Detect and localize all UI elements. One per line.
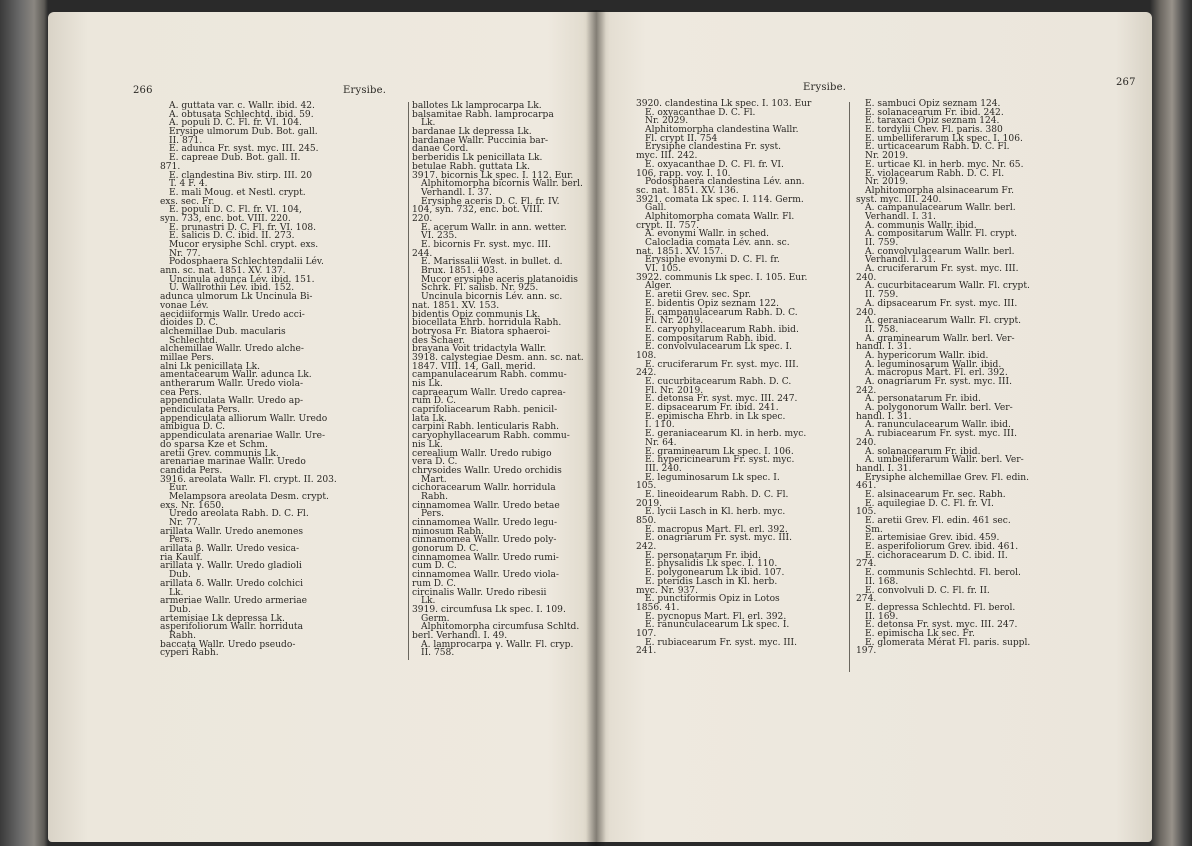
text-line: brayana Voit tridactyla Wallr. [412, 344, 547, 355]
text-line: Podosphaera clandestina Lév. ann. [645, 177, 805, 188]
text-line: II. 871. [169, 135, 203, 146]
text-line: A. personatarum Fr. ibid. [865, 394, 981, 405]
text-line: E. compositarum Rabh. ibid. [645, 333, 777, 344]
text-line: A. solanacearum Fr. ibid. [865, 446, 981, 457]
text-line: A. obtusata Schlechtd. ibid. 59. [169, 109, 314, 120]
text-line: cerealium Wallr. Uredo rubigo [412, 448, 552, 459]
text-line: Schlechtd. [169, 335, 218, 346]
text-line: arillata δ. Wallr. Uredo colchici [160, 578, 303, 589]
text-line: Dub. [169, 570, 191, 581]
text-line: 3920. clandestina Lk spec. I. 103. Eur [636, 99, 812, 109]
text-line: Verhandl. I. 31. [865, 211, 936, 222]
text-line: A. cruciferarum Fr. syst. myc. III. [865, 264, 1019, 275]
text-line: myc. Nr. 937. [636, 585, 698, 596]
text-line: 106, rapp. voy. I. 10. [636, 168, 731, 179]
text-line: E. capreae Dub. Bot. gall. II. [169, 153, 301, 164]
text-line: alni Lk penicillata Lk. [160, 361, 261, 372]
text-line: botryosa Fr. Biatora sphaeroi- [412, 326, 551, 337]
text-line: Eur. [169, 483, 188, 494]
text-line: ria Kaulf. [160, 552, 203, 563]
text-line: E. solanacearum Fr. ibid. 242. [865, 107, 1004, 118]
text-line: Rabh. [421, 491, 449, 502]
text-line: betulae Rabh. guttata Lk. [412, 161, 531, 172]
text-line: Fl. Nr. 2019. [645, 385, 704, 396]
text-line: Fl. Nr. 2019. [645, 316, 704, 327]
text-line: E. acerum Wallr. in ann. wetter. [421, 222, 567, 233]
text-line: arillata Wallr. Uredo anemones [160, 526, 304, 537]
text-line: E. Marissalii West. in bullet. d. [421, 257, 563, 268]
text-line: 197. [856, 646, 877, 657]
text-line: artemisiae Lk depressa Lk. [160, 613, 285, 624]
text-line: Rabh. [169, 630, 197, 641]
text-line: cea Pers. [160, 387, 202, 398]
text-line: Dub. [169, 604, 191, 615]
text-line: 2019. [636, 498, 663, 509]
text-line: A. lamprocarpa γ. Wallr. Fl. cryp. [421, 639, 574, 650]
text-line: 850. [636, 516, 657, 526]
text-line: Nr. 2019. [865, 177, 909, 188]
running-head: Erysibe. [803, 82, 847, 93]
text-line: 274. [856, 559, 877, 570]
text-line: E. aretii Grev. sec. Spr. [645, 290, 751, 301]
text-line: Erysiphe evonymi D. C. Fl. fr. [645, 255, 780, 266]
text-line: Gall. [645, 203, 667, 214]
text-line: E. bidentis Opiz seznam 122. [645, 298, 780, 309]
text-line: cum D. C. [412, 561, 457, 572]
text-line: bardanae Lk depressa Lk. [412, 127, 532, 138]
text-line: Nr. 77. [169, 248, 201, 259]
text-line: E. punctiformis Opiz in Lotos [645, 594, 780, 605]
text-line: E. convolvuli D. C. Fl. fr. II. [865, 585, 990, 596]
text-line: berl. Verhandl. I. 49. [412, 630, 508, 641]
text-line: E. graminearum Lk spec. I. 106. [645, 446, 794, 457]
text-line: Schrk. Fl. salisb. Nr. 925. [421, 283, 539, 294]
text-line: A. umbelliferarum Wallr. berl. Ver- [865, 455, 1024, 466]
text-line: 244. [412, 248, 433, 259]
text-line: handl. I. 31. [856, 342, 912, 353]
text-line: 242. [636, 368, 657, 379]
text-line: syst. myc. III. 240. [856, 194, 942, 205]
book-gutter [586, 10, 606, 846]
text-line: Lk. [421, 596, 436, 607]
running-head: Erysibe. [343, 85, 387, 96]
text-line: baccata Wallr. Uredo pseudo- [160, 639, 296, 650]
text-line: millae Pers. [160, 352, 215, 363]
left-page [48, 12, 598, 842]
text-line: appendiculata alliorum Wallr. Uredo [160, 413, 328, 424]
text-line: III. 240. [645, 463, 682, 474]
text-line: Alphitomorpha comata Wallr. Fl. [645, 211, 795, 222]
text-line: balsamitae Rabh. lamprocarpa [412, 109, 554, 120]
text-line: 242. [856, 385, 877, 396]
text-line: cichoracearum Wallr. horridula [412, 483, 556, 494]
text-line: Erysiphe clandestina Fr. syst. [645, 142, 781, 153]
text-line: E. oxyacanthae D. C. Fl. [645, 107, 756, 118]
text-line: E. ranunculacearum Lk spec. I. [645, 620, 790, 631]
text-line: Nr. 2029. [645, 116, 689, 127]
text-line: E. artemisiae Grev. ibid. 459. [865, 533, 1000, 544]
text-line: berberidis Lk penicillata Lk. [412, 153, 543, 164]
text-line: sc. nat. 1851. XV. 136. [636, 185, 739, 196]
text-line: E. hypericinearum Fr. syst. myc. [645, 455, 795, 466]
text-line: Alger. [645, 281, 672, 292]
text-line: Mart. [421, 474, 447, 485]
text-line: E. urticacearum Rabh. D. C. Fl. [865, 142, 1010, 153]
text-line: 3918. calystegiae Desm. ann. sc. nat. [412, 352, 584, 363]
text-line: nat. 1851. XV. 153. [412, 300, 500, 311]
text-line: E. umbelliferarum Lk spec. I. 106. [865, 133, 1023, 144]
text-line: 3916. areolata Wallr. Fl. crypt. II. 203. [160, 474, 337, 485]
text-line: E. salicis D. C. ibid. II. 273. [169, 231, 295, 242]
text-line: E. tordylii Chev. Fl. paris. 380 [865, 125, 1003, 136]
text-line: 871. [160, 161, 181, 172]
text-line: A. macropus Mart. Fl. erl. 392. [865, 368, 1008, 379]
text-line: appendiculata arenariae Wallr. Ure- [160, 431, 326, 442]
text-line: biocellata Ehrb. horridula Rabh. [412, 318, 562, 329]
text-line: I. 110. [645, 420, 675, 431]
text-line: E. depressa Schlechtd. Fl. berol. [865, 602, 1016, 613]
text-line: chrysoides Wallr. Uredo orchidis [412, 465, 562, 476]
text-line: arillata β. Wallr. Uredo vesica- [160, 544, 300, 555]
text-line: 1847. VIII. 14, Gall. merid. [412, 361, 536, 372]
text-line: E. pteridis Lasch in Kl. herb. [645, 576, 778, 587]
text-line: Fl. crypt II. 754 [645, 133, 718, 144]
text-line: II. 758. [865, 324, 899, 335]
text-line: E. physalidis Lk spec. I. 110. [645, 559, 778, 570]
text-line: E. caryophyllacearum Rabh. ibid. [645, 324, 799, 335]
text-line: Sm. [865, 524, 883, 535]
text-line: E. asperifoliorum Grev. ibid. 461. [865, 542, 1019, 553]
text-line: Mucor erysiphe aceris platanoidis [421, 274, 578, 285]
text-line: capraearum Wallr. Uredo caprea- [412, 387, 566, 398]
text-line: vonae Lév. [160, 300, 209, 311]
text-line: Alphitomorpha alsinacearum Fr. [865, 185, 1014, 196]
text-line: U. Wallrothii Lév. ibid. 152. [169, 283, 295, 294]
text-line: E. oxyacanthae D. C. Fl. fr. VI. [645, 159, 784, 170]
text-line: campanulacearum Rabh. commu- [412, 370, 567, 381]
column-divider [408, 102, 409, 660]
text-line: E. sambuci Opiz seznam 124. [865, 99, 1001, 109]
text-line: Lk. [169, 587, 184, 598]
text-line: ambigua D. C. [160, 422, 226, 433]
text-line: handl. I. 31. [856, 411, 912, 422]
text-line: II. 758. [421, 648, 455, 659]
text-line: E. mali Moug. et Nestl. crypt. [169, 187, 306, 198]
text-line: E. detonsa Fr. syst. myc. III. 247. [645, 394, 798, 405]
text-line: 107. [636, 628, 657, 639]
text-line: 220. [412, 213, 433, 224]
text-line: Calocladia comata Lév. ann. sc. [645, 238, 790, 248]
text-line: 105. [856, 507, 877, 518]
text-line: E. polygonearum Lk ibid. 107. [645, 568, 785, 579]
text-line: Pers. [421, 509, 444, 520]
text-line: Erysiphe alchemillae Grev. Fl. edin. [865, 472, 1030, 483]
text-line: E. epimischa Ehrb. in Lk spec. [645, 411, 786, 422]
text-line: E. cucurbitacearum Rabh. D. C. [645, 377, 792, 387]
text-line: T. 4 F. 4. [169, 179, 208, 190]
text-line: aretii Grev. communis Lk. [160, 448, 279, 459]
text-line: E. urticae Kl. in herb. myc. Nr. 65. [865, 159, 1024, 170]
text-line: Nr. 77. [169, 518, 201, 528]
text-line: bardanae Wallr. Puccinia bar- [412, 135, 549, 146]
right-column-b [856, 100, 1046, 656]
text-line: 240. [856, 437, 877, 448]
text-line: A. campanulacearum Wallr. berl. [865, 203, 1016, 214]
text-line: rum D. C. [412, 396, 456, 407]
column-divider [849, 102, 850, 672]
text-line: 274. [856, 594, 877, 605]
text-line: 3921. comata Lk spec. I. 114. Germ. [636, 194, 804, 205]
text-line: Alphitomorpha bicornis Wallr. berl. [421, 179, 583, 190]
text-line: A. compositarum Wallr. Fl. crypt. [865, 229, 1018, 240]
text-line: dioides D. C. [160, 318, 219, 329]
text-line: 1856. 41. [636, 602, 680, 613]
text-line: E. taraxaci Opiz seznam 124. [865, 116, 1000, 127]
text-line: alchemillae Dub. macularis [160, 326, 286, 337]
text-line: Mucor erysiphe Schl. crypt. exs. [169, 240, 319, 250]
text-line: ann. sc. nat. 1851. XV. 137. [160, 266, 286, 277]
text-line: A. graminearum Wallr. berl. Ver- [865, 333, 1015, 344]
text-line: A. ranunculacearum Wallr. ibid. [865, 420, 1011, 431]
text-line: bidentis Opiz communis Lk. [412, 309, 541, 320]
text-line: Erysiphe aceris D. C. Fl. fr. IV. [421, 196, 560, 207]
text-line: Alphitomorpha circumfusa Schltd. [421, 622, 580, 633]
text-line: armeriae Wallr. Uredo armeriae [160, 596, 308, 607]
text-line: lata Lk. [412, 413, 447, 424]
text-line: rum D. C. [412, 578, 456, 589]
text-line: A. onagriarum Fr. syst. myc. III. [865, 377, 1012, 387]
text-line: caprifoliacearum Rabh. penicil- [412, 405, 558, 416]
text-line: nat. 1851. XV. 157. [636, 246, 724, 257]
text-line: danae Cord. [412, 144, 469, 155]
text-line: E. lineoidearum Rabh. D. C. Fl. [645, 489, 789, 500]
text-line: A. convolvulacearum Wallr. berl. [865, 246, 1015, 257]
text-line: Verhandl. I. 37. [421, 187, 492, 198]
text-line: exs. sec. Fr. [160, 196, 215, 207]
text-line: A. populi D. C. Fl. fr. VI. 104. [169, 118, 302, 129]
text-line: 3919. circumfusa Lk spec. I. 109. [412, 604, 566, 615]
text-line: A. leguminosarum Wallr. ibid. [865, 359, 1002, 370]
text-line: A. hypericorum Wallr. ibid. [865, 350, 989, 361]
text-line: carpini Rabh. lenticularis Rabh. [412, 422, 560, 433]
text-line: A. geraniacearum Wallr. Fl. crypt. [865, 316, 1021, 327]
text-line: arillata γ. Wallr. Uredo gladioli [160, 561, 302, 572]
text-line: 104, syn. 732, enc. bot. VIII. [412, 205, 543, 216]
text-line: E. pycnopus Mart. Fl. erl. 392. [645, 611, 787, 622]
text-line: 3922. communis Lk spec. I. 105. Eur. [636, 272, 808, 283]
text-line: II. 169. [865, 611, 899, 622]
text-line: amentacearum Wallr. adunca Lk. [160, 370, 312, 381]
text-line: Uredo areolata Rabh. D. C. Fl. [169, 509, 309, 520]
text-line: E. alsinacearum Fr. sec. Rabh. [865, 489, 1006, 500]
text-line: appendiculata Wallr. Uredo ap- [160, 396, 304, 407]
text-line: Uncinula bicornis Lév. ann. sc. [421, 292, 563, 303]
text-line: Erysipe ulmorum Dub. Bot. gall. [169, 127, 318, 138]
text-line: crypt. II. 757. [636, 220, 700, 231]
text-line: A. polygonorum Wallr. berl. Ver- [865, 403, 1013, 414]
text-line: VI. 235. [421, 231, 458, 242]
text-line: Brux. 1851. 403. [421, 266, 498, 277]
text-line: 461. [856, 481, 877, 492]
text-line: do sparsa Kze et Schm. [160, 439, 268, 450]
left-column-b [412, 102, 592, 658]
text-line: E. onagriarum Fr. syst. myc. III. [645, 533, 793, 544]
text-line: E. personatarum Fr. ibid. [645, 550, 761, 561]
text-line: A. communis Wallr. ibid. [865, 220, 977, 231]
text-line: arenariae marinae Wallr. Uredo [160, 457, 306, 468]
text-line: E. lycii Lasch in Kl. herb. myc. [645, 507, 786, 518]
text-line: nis Lk. [412, 379, 443, 389]
text-line: E. epimischa Lk sec. Fr. [865, 628, 975, 639]
text-line: 241. [636, 646, 657, 657]
text-line: E. violacearum Rabh. D. C. Fl. [865, 168, 1005, 179]
text-line: aecidiiformis Wallr. Uredo acci- [160, 309, 305, 320]
page-number: 267 [1116, 77, 1136, 88]
text-line: 242. [636, 542, 657, 553]
page-number: 266 [133, 85, 153, 96]
text-line: gonorum D. C. [412, 544, 479, 555]
right-page [596, 12, 1152, 842]
text-line: cinnamomea Wallr. Uredo legu- [412, 518, 558, 528]
text-line: antherarum Wallr. Uredo viola- [160, 379, 304, 389]
text-line: 3917. bicornis Lk spec. I. 112. Eur. [412, 170, 574, 181]
text-line: E. adunca Fr. syst. myc. III. 245. [169, 144, 319, 155]
text-line: II. 759. [865, 238, 899, 248]
text-line: des Schaer. [412, 335, 465, 346]
text-line: E. aretii Grev. Fl. edin. 461 sec. [865, 516, 1011, 526]
text-line: circinalis Wallr. Uredo ribesii [412, 587, 547, 598]
text-line: E. cruciferarum Fr. syst. myc. III. [645, 359, 799, 370]
text-line: E. rubiacearum Fr. syst. myc. III. [645, 637, 798, 648]
text-line: A. rubiacearum Fr. syst. myc. III. [865, 429, 1017, 440]
text-line: A. evonymi Wallr. in sched. [645, 229, 770, 240]
text-line: handl. I. 31. [856, 463, 912, 474]
text-line: E. detonsa Fr. syst. myc. III. 247. [865, 620, 1018, 631]
text-line: minosum Rabh. [412, 526, 484, 537]
text-line: cinnamomea Wallr. Uredo viola- [412, 570, 559, 581]
text-line: 108. [636, 350, 657, 361]
text-line: E. geraniacearum Kl. in herb. myc. [645, 429, 807, 440]
text-line: cinnamomea Wallr. Uredo betae [412, 500, 560, 511]
text-line: 240. [856, 307, 877, 318]
text-line: II. 759. [865, 290, 899, 301]
text-line: cinnamomea Wallr. Uredo rumi- [412, 552, 559, 563]
text-line: E. prunastri D. C. Fl. fr. VI. 108. [169, 222, 317, 233]
text-line: E. campanulacearum Rabh. D. C. [645, 307, 798, 318]
text-line: vera D. C. [412, 457, 458, 468]
right-column-a [636, 100, 846, 656]
text-line: myc. III. 242. [636, 151, 698, 162]
text-line: Lk. [421, 118, 436, 129]
text-line: E. populi D. C. Fl. fr. VI. 104, [169, 205, 302, 216]
text-line: Alphitomorpha clandestina Wallr. [645, 125, 799, 136]
text-line: cinnamomea Wallr. Uredo poly- [412, 535, 557, 546]
text-line: Podosphaera Schlechtendalii Lév. [169, 257, 324, 268]
text-line: A. cucurbitacearum Wallr. Fl. crypt. [865, 281, 1030, 292]
text-line: alchemillae Wallr. Uredo alche- [160, 344, 304, 355]
text-line: E. convolvulacearum Lk spec. I. [645, 342, 792, 353]
text-line: Germ. [421, 613, 450, 624]
text-line: Pers. [169, 535, 192, 546]
text-line: nis Lk. [412, 439, 443, 450]
text-line: 105. [636, 481, 657, 492]
text-line: syn. 733, enc. bot. VIII. 220. [160, 213, 291, 224]
text-line: A. dipsacearum Fr. syst. myc. III. [865, 298, 1018, 309]
text-line: II. 168. [865, 576, 899, 587]
text-line: A. guttata var. c. Wallr. ibid. 42. [169, 101, 315, 111]
text-line: caryophyllacearum Rabh. commu- [412, 431, 570, 442]
text-line: Uncinula adunca Lév. ibid. 151. [169, 274, 315, 285]
text-line: Melampsora areolata Desm. crypt. [169, 491, 329, 502]
text-line: E. macropus Mart. Fl. erl. 392. [645, 524, 788, 535]
text-line: pendiculata Pers. [160, 405, 241, 416]
text-line: E. cichoracearum D. C. ibid. II. [865, 550, 1008, 561]
text-line: E. bicornis Fr. syst. myc. III. [421, 240, 552, 250]
text-line: ballotes Lk lamprocarpa Lk. [412, 101, 542, 111]
text-line: E. leguminosarum Lk spec. I. [645, 472, 780, 483]
text-line: Nr. 2019. [865, 151, 909, 162]
text-line: cyperi Rabh. [160, 648, 219, 659]
text-line: asperifoliorum Wallr. horriduta [160, 622, 304, 633]
text-line: E. communis Schlechtd. Fl. berol. [865, 568, 1021, 579]
text-line: Nr. 64. [645, 437, 677, 448]
text-line: Verhandl. I. 31. [865, 255, 936, 266]
text-line: candida Pers. [160, 465, 223, 476]
text-line: E. glomerata Mérat Fl. paris. suppl. [865, 637, 1031, 648]
text-line: E. dipsacearum Fr. ibid. 241. [645, 403, 779, 414]
text-line: E. clandestina Biv. stirp. III. 20 [169, 170, 313, 181]
text-line: 240. [856, 272, 877, 283]
left-column-a [160, 102, 405, 658]
text-line: exs. Nr. 1650. [160, 500, 225, 511]
text-line: VI. 105. [645, 264, 682, 275]
text-line: adunca ulmorum Lk Uncinula Bi- [160, 292, 313, 303]
text-line: E. aquilegiae D. C. Fl. fr. VI. [865, 498, 994, 509]
